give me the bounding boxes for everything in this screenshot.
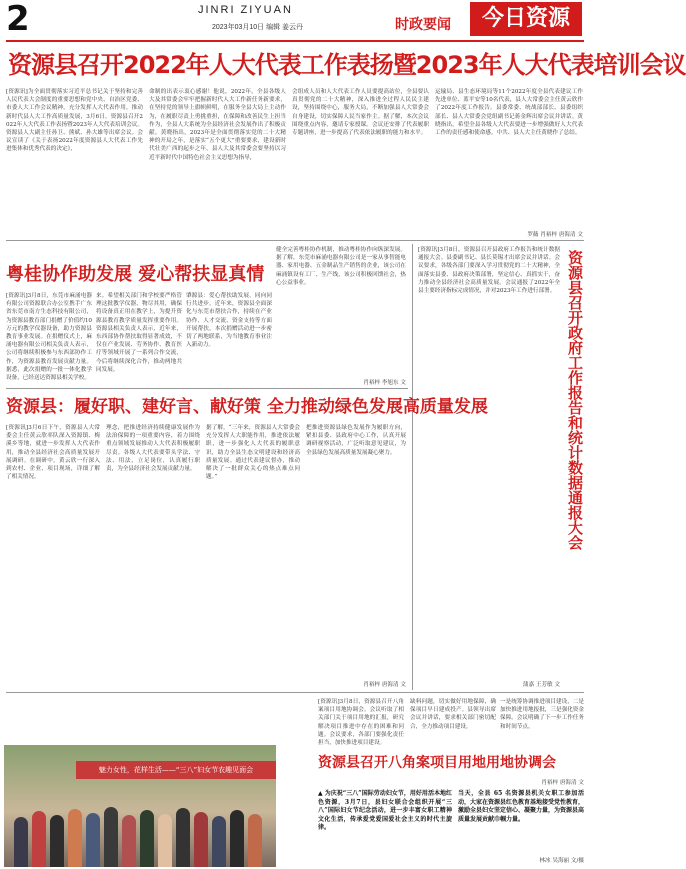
story-left-col-3: 肇源县：爱心帮扶助发展，同向同行共进步。近年来，资源县全面深化与东莞市帮扶合作，持续在产业协作、人才交流、资金支持等方面开展帮扶。本次捐赠活动进一步密切了两地联系，为当地教育事业注入新动力。: [186, 293, 272, 349]
person-figure: [158, 814, 172, 867]
photo-byline: 林冰 吴海丽 文/摄: [539, 858, 584, 864]
story-right-vertical-title: 资源县召开政府工作报告和统计数据通报大会: [566, 250, 584, 550]
masthead-latin: JINRI ZIYUAN: [198, 4, 293, 16]
divider: [6, 692, 584, 693]
story-right-byline: 蒲嘉 王芳敏 文: [522, 682, 560, 688]
story-mid-col-1: [资源讯]3月6日下午，资源县人大常委会主任黄云欣率队深入资源镇、梅溪乡等地，就进一步发挥人大代表作用，推动全县经济社会高质量发展开展调研。在调研中，黄云欣一行深入到农村、企业、项目现场，详细了解了相关情况。: [6, 425, 100, 481]
story-bottom-title: 资源县召开八角案项目用地用地协调会: [318, 755, 556, 771]
newspaper-logo: 今日资源: [470, 2, 582, 36]
person-figure: [176, 808, 190, 867]
story-mid-col-3: 据了解，“三年来，资源县人大常委会充分发挥人大职能作用，推进依法履职，进一步强化人大代表的履职意识，助力全县生态文明建设和经济高质量发展。通过代表建议督办，推动解决了一批群众关心的热点难点问题。”: [206, 425, 300, 481]
story-mid-byline: 肖裕梓 唐海清 文: [363, 682, 406, 688]
photo-caption-left: ▲ 为庆祝“三八”国际劳动妇女节，用好用活本地红色资源，3月7日，县妇女联合会组织开展“三八”国际妇女节纪念活动，进一步丰富女职工精神文化生活，传承爱党爱国爱社会主义的时代主旋律。: [318, 790, 452, 831]
divider: [6, 240, 584, 241]
lead-col-3: 会组成人员和人大代表工作人员要提高站位，全县要认真贯彻党的二十大精神，深入推进全过程人民民主建设，坚持围绕中心，服务大局，不断加强县人大常委会自身建设，切实保障人民当家作主。据了解，本次会议围绕重点内容，邀请专家授课。会议还安排了代表履职专题讲座，进一步提高了代表依法履职的能力和水平。: [292, 89, 429, 137]
story-mid-title: 资源县：履好职、建好言、献好策 全力推动绿色发展高质量发展: [6, 397, 488, 417]
story-mid-col-4: 把推进资源县绿色发展作为履职方向，紧扣县委、县政府中心工作，认真开展调研视察活动，广泛听取意见建议，为全县绿色发展高质量发展凝心聚力。: [306, 425, 406, 456]
person-figure: [230, 810, 244, 867]
story-left-col-4: 健全完善粤桂协作机制，推动粤桂协作向纵深发展。据了解，东莞市麻涌电器有限公司是一家从事智能电器、家用电器、五金制品生产销售的企业，该公司在麻涌镇设有工厂、生产线，该公司积极回馈社会，热心公益事业。: [276, 247, 406, 286]
story-bottom-col-1: [资源讯]3月8日，资源县召开八角案项目用地协调会。会议听取了相关部门关于项目用地的汇报，研究解决项目推进中存在的困难和问题。会议要求，各部门要强化责任担当，加快推进项目建设。: [318, 699, 404, 747]
person-figure: [104, 807, 118, 867]
story-left-title: 粤桂协作助发展 爱心帮扶显真情: [6, 264, 265, 285]
lead-headline: 资源县召开2022年人大代表工作表扬暨2023年人大代表培训会议: [8, 51, 686, 79]
lead-col-4: 运输局、县生态环境局等11个2022年度全县代表建议工作先进单位、蓝平安等10名代表，县人大常委会主任黄云欣作了2022年度工作报告。县委常委、统战部部长、县委组织部长、县人大常委会党组副书记蒋金辉出席会议并讲话。黄晓指出，希望全县各级人大代表要进一步增强做好人大代表工作的责任感和使命感。中共、县人大主任黄晓作了总结。: [435, 89, 583, 137]
person-figure: [14, 817, 28, 867]
page-number: 2: [6, 0, 30, 39]
story-bottom-col-3: 一是统筹协调推进项目建设，二是加快推进用地报批，三是强化资金保障。会议明确了下一步工作任务和时间节点。: [500, 699, 584, 730]
lead-byline: 罗薇 肖裕梓 唐海清 文: [527, 232, 583, 238]
person-figure: [32, 811, 46, 867]
lead-col-2: 命制的出表示衷心感谢！他说，2022年，全县各级人大及其常委会牢牢把握新时代人大工作新任务新要求，在坚持党的领导上旗帜鲜明，在服务全县大局上主动作为，在履职尽责上勇挑重担，在保障和改善民生上担当作为，全县人大系统为全县经济社会发展作出了积极贡献。黄晓指出，2023年是全面贯彻落实党的二十大精神的开局之年，是落实“五个更大”重要要求，建设新时代壮美广西的起步之年，县人大及其常委会要坚持以习近平新时代中国特色社会主义思想为指导，: [149, 89, 286, 161]
story-bottom-col-2: 缺料问题，切实做好用地保障，确保项目早日建成投产。县领导出席会议并讲话，要求相关部门密切配合，全力推动项目建设。: [410, 699, 496, 730]
person-figure: [122, 815, 136, 867]
story-bottom-byline: 肖裕梓 唐海清 文: [541, 780, 584, 786]
photo-banner: 魅力女性，花样生活——“三八”妇女节农趣见面会: [76, 761, 276, 779]
person-figure: [86, 813, 100, 867]
story-left-byline: 肖裕梓 李旭东 文: [363, 380, 406, 386]
story-left-col-2: 来。希望相关部门和学校要严格管理这批教学仪器，物尽其用，确保将设备真正用在教学上，为提升资源县教育教学质量发挥重要作用。资源县相关负责人表示，近年来，东西部协作帮扶取得显著成效，不仅在产业发展、劳务协作、教育医疗等领域开展了一系列合作交流，今后将继续深化合作，推动两地共同发展。: [96, 293, 182, 373]
person-figure: [248, 814, 262, 867]
story-right-body: [资源讯]3月8日，资源县召开县政府工作报告和统计数据通报大会。县委副书记、县长莫锡才出席会议并讲话。会议要求，各级各部门要深入学习贯彻党的二十大精神，全面落实县委、县政府决策部署，坚定信心、真抓实干，奋力推动全县经济社会高质量发展。会议通报了2022年全县主要经济指标完成情况，并对2023年工作进行部署。: [418, 247, 560, 295]
person-figure: [194, 812, 208, 867]
masthead-rule: [6, 40, 584, 42]
person-figure: [50, 815, 64, 867]
section-title: 时政要闻: [395, 17, 451, 33]
person-figure: [140, 810, 154, 867]
person-figure: [212, 816, 226, 867]
lead-col-1: [资源讯]为全面贯彻落实习近平总书记关于坚持和完善人民代表大会制度的重要思想和党中央、自治区党委、市委人大工作会议精神，充分发挥人大代表作用，推动新时代县人大工作高质量发展，3月6日，资源县召开2022年人大代表工作表扬暨2023年人大代表培训会议。资源县人大副主任孙卫、熊斌、孙大雄等出席会议。会议宣读了《关于表扬2022年度资源县人大代表工作先进集体和优秀代表的决定》，: [6, 89, 143, 153]
story-mid-col-2: 理念，把推进经济持续健康发展作为法治保障的一项重要内容，着力围绕重点领域发展推动人大代表积极履职尽责。各级人大代表要带头学法、守法、用法，立足岗位，认真履行职责，为全县经济社会发展贡献力量。: [106, 425, 200, 473]
group-photo: [4, 745, 276, 867]
person-figure: [68, 809, 82, 867]
divider: [6, 388, 408, 389]
photo-caption-right: 当天，全县 65 名资源县机关女职工参加活动，大家在资源县红色教育基地接受党性教育，激励全县妇女坚定信心、凝聚力量，为资源县高质量发展贡献巾帼力量。: [458, 790, 585, 823]
column-divider: [412, 244, 413, 690]
story-left-col-1: [资源讯]3月8日，东莞市麻涌电器有限公司资源联合办公室携手广东省东莞市南方生态科技有限公司，为资源县教育部门捐赠了价值约10万元的教学仪器设备，助力资源县教育事业发展。在捐赠仪式上，麻涌电器有限公司相关负责人表示，公司将继续积极参与东西部协作工作，为资源县教育发展贡献力量。据悉，此次捐赠的一批一体化教学设备，已经送达资源县相关学校。: [6, 293, 92, 382]
masthead-date: 2023年03月10日 编辑 姜云丹: [212, 24, 304, 31]
